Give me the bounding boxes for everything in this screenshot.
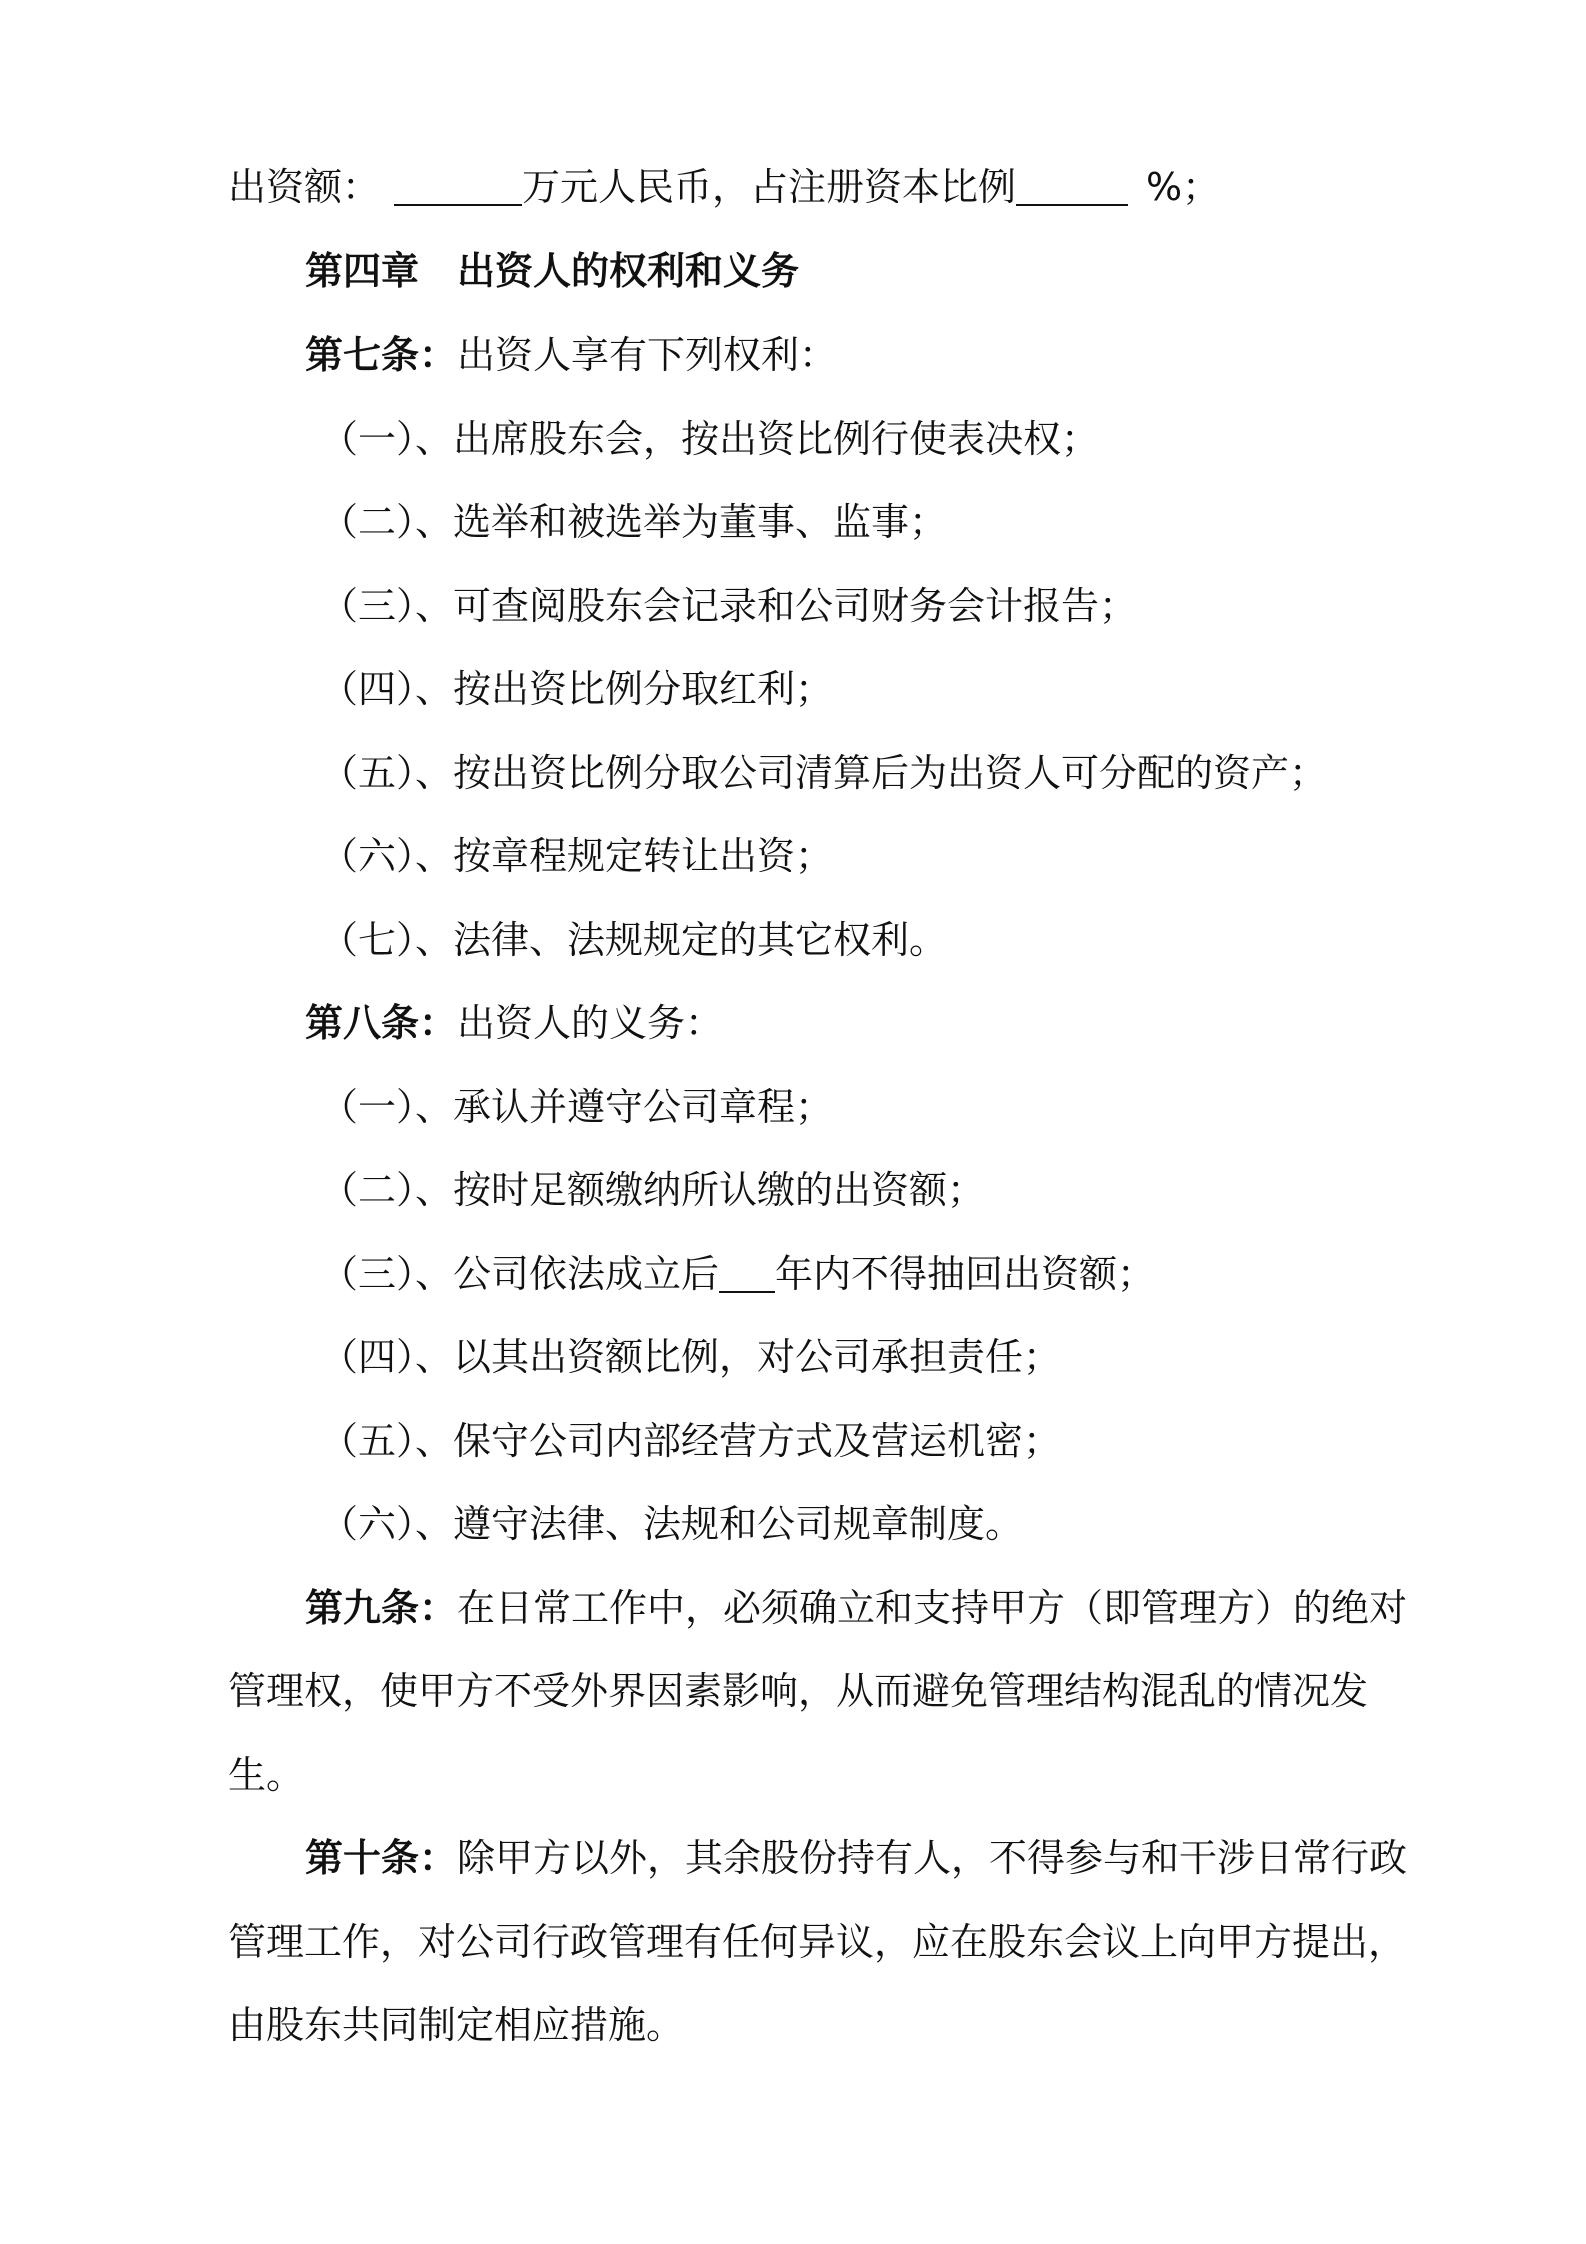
article-7-item: （三）、可查阅股东会记录和公司财务会计报告；	[320, 584, 1138, 628]
article-8-item: （六）、遵守法律、法规和公司规章制度。	[320, 1502, 1024, 1546]
article-8-item-3	[320, 1249, 1155, 1299]
article-9-text-1: 在日常工作中，必须确立和支持甲方（即管理方）的绝对	[457, 1586, 1408, 1630]
article-8-label: 第八条：	[305, 1001, 458, 1045]
article-9-line-1	[305, 1583, 1407, 1633]
article-8-item: （二）、按时足额缴纳所认缴的出资额；	[320, 1168, 986, 1212]
article-8-heading	[305, 998, 723, 1048]
article-8-item: （一）、承认并遵守公司章程；	[320, 1085, 834, 1129]
capital-mid-text: 万元人民币，占注册资本比例	[522, 165, 1017, 209]
capital-label: 出资额：	[228, 165, 381, 209]
chapter-number: 第四章	[305, 249, 420, 293]
article-7-item: （一）、出席股东会，按出资比例行使表决权；	[320, 417, 1100, 461]
article-7-text: 出资人享有下列权利：	[457, 333, 838, 377]
article-7-item: （五）、按出资比例分取公司清算后为出资人可分配的资产；	[320, 751, 1328, 795]
article-7-item: （七）、法律、法规规定的其它权利。	[320, 918, 948, 962]
capital-amount-blank[interactable]	[394, 164, 522, 206]
article-7-item: （四）、按出资比例分取红利；	[320, 667, 834, 711]
capital-end-text: %；	[1146, 165, 1221, 209]
article-8-item-3-tail: 年内不得抽回出资额；	[775, 1252, 1156, 1296]
article-10-text-1: 除甲方以外，其余股份持有人，不得参与和干涉日常行政	[457, 1836, 1408, 1880]
article-10-line-3: 由股东共同制定相应措施。	[228, 2003, 685, 2047]
article-10-line-1	[305, 1833, 1407, 1883]
capital-ratio-blank[interactable]	[1016, 164, 1128, 206]
article-9-line-2: 管理权，使甲方不受外界因素影响，从而避免管理结构混乱的情况发	[228, 1669, 1369, 1713]
article-9-line-3: 生。	[228, 1753, 305, 1797]
capital-contribution-line	[228, 162, 1220, 212]
article-8-text: 出资人的义务：	[457, 1001, 724, 1045]
years-blank[interactable]	[719, 1251, 775, 1293]
chapter-heading	[305, 246, 799, 296]
article-8-item: （四）、以其出资额比例，对公司承担责任；	[320, 1335, 1062, 1379]
article-10-line-2: 管理工作，对公司行政管理有任何异议，应在股东会议上向甲方提出，	[228, 1920, 1407, 1964]
article-7-item: （二）、选举和被选举为董事、监事；	[320, 500, 948, 544]
chapter-title: 出资人的权利和义务	[457, 249, 800, 293]
article-8-item: （五）、保守公司内部经营方式及营运机密；	[320, 1419, 1062, 1463]
article-7-item: （六）、按章程规定转让出资；	[320, 834, 834, 878]
article-10-label: 第十条：	[305, 1836, 458, 1880]
article-9-label: 第九条：	[305, 1586, 458, 1630]
article-7-heading	[305, 330, 837, 380]
article-7-label: 第七条：	[305, 333, 458, 377]
article-8-item-3-head: （三）、公司依法成立后	[320, 1252, 720, 1296]
